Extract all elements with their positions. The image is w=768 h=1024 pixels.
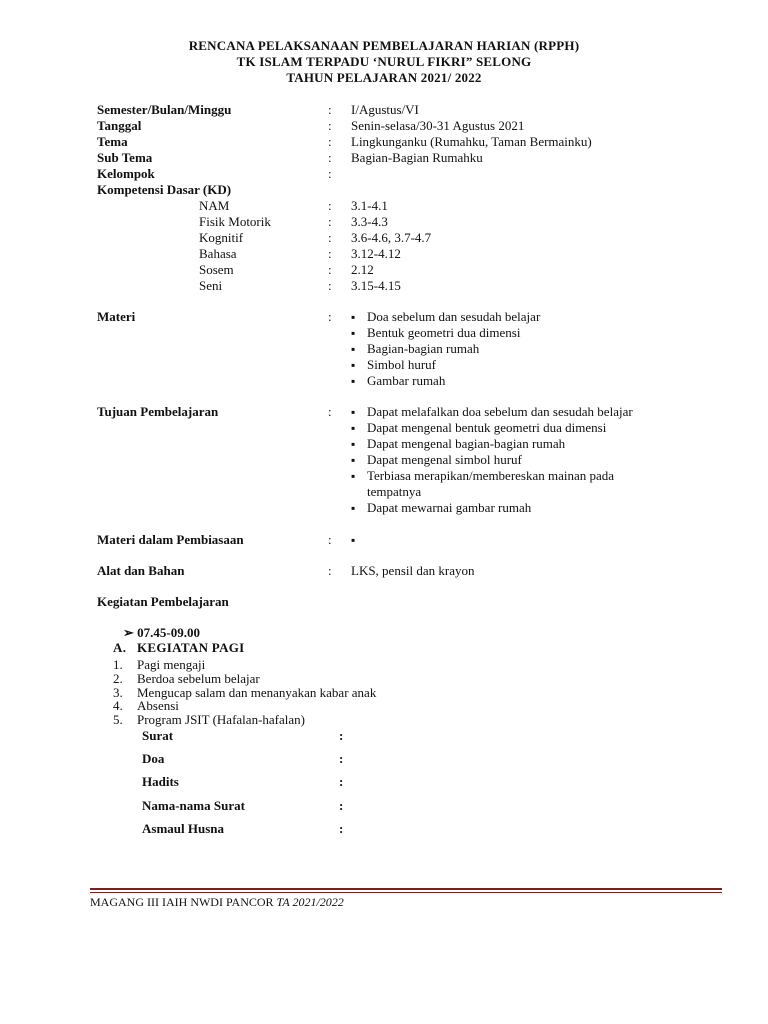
tema-label: Tema	[97, 134, 128, 149]
time-range: 07.45-09.00	[137, 625, 200, 640]
list-item: ▪ Terbiasa merapikan/membereskan mainan pada	[351, 468, 633, 484]
list-item: 4. Absensi	[113, 698, 179, 714]
colon: :	[328, 246, 332, 261]
semester-value: I/Agustus/VI	[351, 102, 419, 117]
list-item: ▪ Doa sebelum dan sesudah belajar	[351, 309, 540, 325]
materi-label: Materi	[97, 309, 136, 324]
section-heading	[113, 640, 245, 656]
kegiatan-label: Kegiatan Pembelajaran	[97, 594, 229, 609]
colon: :	[328, 102, 332, 117]
tujuan-label: Tujuan Pembelajaran	[97, 404, 219, 419]
school-name: TK ISLAM TERPADU ‘NURUL FIKRI” SELONG	[236, 54, 532, 69]
colon: :	[328, 134, 332, 149]
kd-name: Kognitif	[199, 230, 244, 245]
section-letter: A.	[113, 640, 127, 655]
kd-value: 3.15-4.15	[351, 278, 401, 293]
kelompok-label: Kelompok	[97, 166, 155, 181]
arrow-icon: ➢	[123, 625, 134, 640]
kegiatan-steps	[113, 658, 376, 727]
colon: :	[328, 309, 332, 324]
subtema-value: Bagian-Bagian Rumahku	[351, 150, 483, 165]
colon: :	[339, 821, 344, 836]
colon: :	[328, 532, 332, 547]
kd-label: Kompetensi Dasar (KD)	[97, 182, 232, 197]
jsit-item-label: Asmaul Husna	[142, 821, 224, 836]
jsit-item-label: Surat	[142, 728, 174, 743]
colon: :	[328, 214, 332, 229]
school-year: TAHUN PELAJARAN 2021/ 2022	[286, 70, 482, 85]
colon: :	[328, 262, 332, 277]
tanggal-label: Tanggal	[97, 118, 142, 133]
colon: :	[328, 166, 332, 181]
colon: :	[328, 404, 332, 419]
colon: :	[339, 751, 344, 766]
jsit-item-label: Nama-nama Surat	[142, 798, 245, 813]
colon: :	[328, 198, 332, 213]
list-item: ▪ Dapat mengenal bentuk geometri dua dimensi	[351, 420, 633, 436]
footer-main: MAGANG III IAIH NWDI PANCOR	[90, 895, 274, 909]
semester-label: Semester/Bulan/Minggu	[97, 102, 232, 117]
tema-value: Lingkunganku (Rumahku, Taman Bermainku)	[351, 134, 592, 149]
list-item: 5. Program JSIT (Hafalan-hafalan)	[113, 712, 305, 728]
jsit-item-label: Doa	[142, 751, 165, 766]
kd-name: Fisik Motorik	[199, 214, 271, 229]
list-item: ▪ Dapat mewarnai gambar rumah	[351, 500, 633, 516]
footer-rule-thin	[90, 892, 722, 893]
list-item: ▪ Dapat mengenal simbol huruf	[351, 452, 633, 468]
list-item: ▪ Dapat melafalkan doa sebelum dan sesudah belajar	[351, 404, 633, 420]
kd-value: 3.6-4.6, 3.7-4.7	[351, 230, 432, 245]
alat-value: LKS, pensil dan krayon	[351, 563, 475, 578]
kd-value: 3.1-4.1	[351, 198, 388, 213]
list-item: 1. Pagi mengaji	[113, 657, 206, 672]
section-title: KEGIATAN PAGI	[137, 640, 245, 655]
subtema-label: Sub Tema	[97, 150, 153, 165]
colon: :	[328, 278, 332, 293]
pembiasaan-label: Materi dalam Pembiasaan	[97, 532, 244, 547]
list-item: ▪ Bentuk geometri dua dimensi	[351, 325, 540, 341]
colon: :	[339, 798, 344, 813]
colon: :	[328, 563, 332, 578]
kd-name: Bahasa	[199, 246, 237, 261]
colon: :	[339, 728, 344, 743]
list-item: ▪ Gambar rumah	[351, 373, 540, 389]
list-item: 2. Berdoa sebelum belajar	[113, 670, 260, 686]
list-item: 3. Mengucap salam dan menanyakan kabar anak	[113, 684, 377, 700]
footer-rule	[90, 888, 722, 890]
footer-text	[90, 895, 344, 910]
time-heading	[123, 625, 200, 641]
tujuan-list	[351, 404, 633, 516]
footer-italic: TA 2021/2022	[276, 895, 344, 909]
materi-list	[351, 309, 540, 389]
colon: :	[339, 774, 344, 789]
list-item: ▪ Bagian-bagian rumah	[351, 341, 540, 357]
alat-label: Alat dan Bahan	[97, 563, 185, 578]
kd-name: Seni	[199, 278, 223, 293]
colon: :	[328, 118, 332, 133]
jsit-item-label: Hadits	[142, 774, 179, 789]
doc-title: RENCANA PELAKSANAAN PEMBELAJARAN HARIAN (RPPH)	[188, 38, 580, 53]
kd-value: 3.3-4.3	[351, 214, 388, 229]
kd-name: Sosem	[199, 262, 234, 277]
colon: :	[328, 150, 332, 165]
kd-name: NAM	[199, 198, 230, 213]
colon: :	[328, 230, 332, 245]
list-item-continuation: tempatnya	[367, 484, 422, 499]
tanggal-value: Senin-selasa/30-31 Agustus 2021	[351, 118, 525, 133]
list-item: ▪ Dapat mengenal bagian-bagian rumah	[351, 436, 633, 452]
list-item: ▪ Simbol huruf	[351, 357, 540, 373]
kd-value: 2.12	[351, 262, 374, 277]
kd-value: 3.12-4.12	[351, 246, 401, 261]
